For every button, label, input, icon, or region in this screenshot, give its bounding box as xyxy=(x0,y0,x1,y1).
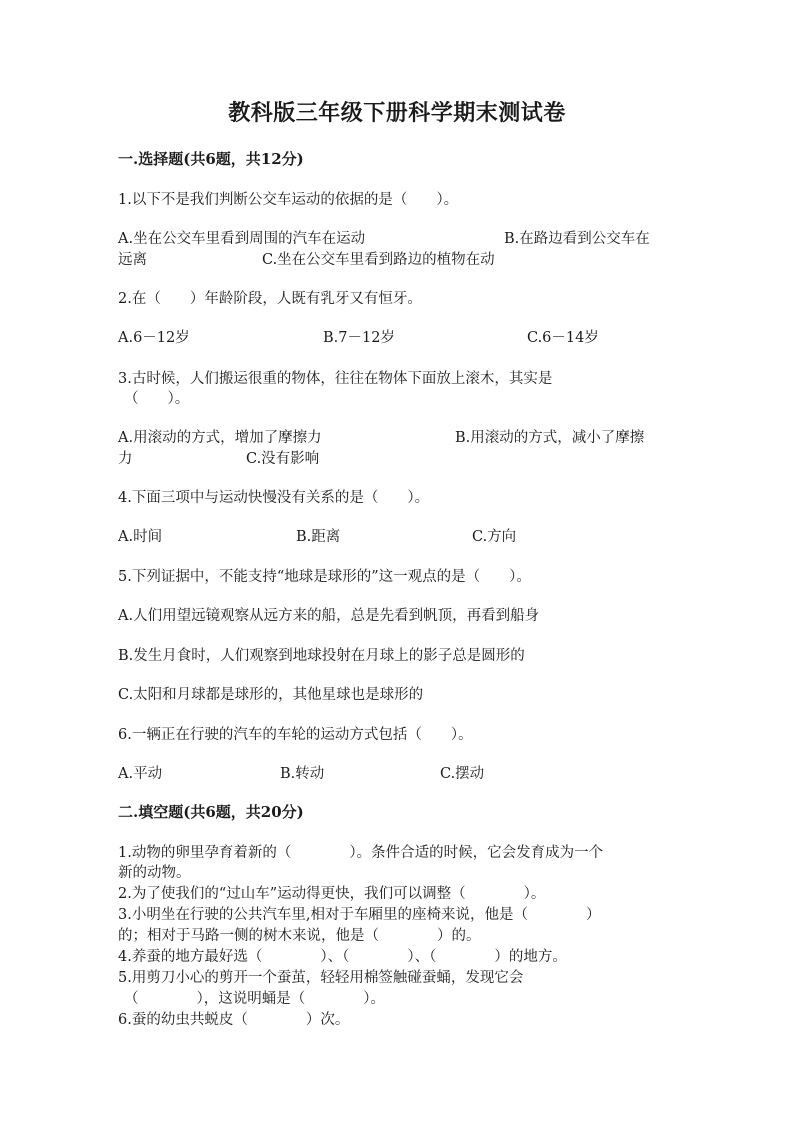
fill-question-5-line-1: 5.用剪刀小心的剪开一个蚕茧，轻轻用棉签触碰蚕蛹，发现它会 xyxy=(118,970,524,986)
question-1-option-b-cont: 远离 xyxy=(118,252,147,268)
question-2-stem: 2.在（ ）年龄阶段，人既有乳牙又有恒牙。 xyxy=(118,291,422,307)
question-5-stem: 5.下列证据中，不能支持“地球是球形的”这一观点的是（ ）。 xyxy=(118,569,531,585)
question-4-option-b: B.距离 xyxy=(296,529,341,545)
question-2-option-a: A.6－12岁 xyxy=(118,330,190,346)
question-1-stem: 1.以下不是我们判断公交车运动的依据的是（ ）。 xyxy=(118,192,459,208)
question-1-option-a: A.坐在公交车里看到周围的汽车在运动 xyxy=(118,231,366,247)
fill-question-2: 2.为了使我们的“过山车”运动得更快，我们可以调整（ ）。 xyxy=(118,886,546,902)
question-3-stem-cont: （ ）。 xyxy=(124,391,190,407)
question-5-option-a: A.人们用望远镜观察从远方来的船，总是先看到帆顶，再看到船身 xyxy=(118,608,540,624)
question-5-option-c: C.太阳和月球都是球形的，其他星球也是球形的 xyxy=(118,687,424,703)
page-title: 教科版三年级下册科学期末测试卷 xyxy=(228,100,566,126)
question-3-option-a: A.用滚动的方式，增加了摩擦力 xyxy=(118,430,322,446)
fill-question-1-line-1: 1.动物的卵里孕育着新的（ ）。条件合适的时候，它会发育成为一个 xyxy=(118,845,604,861)
fill-question-1-line-2: 新的动物。 xyxy=(118,865,191,881)
question-3-option-b-cont: 力 xyxy=(118,451,133,467)
fill-question-4: 4.养蚕的地方最好选（ ）、（ ）、（ ）的地方。 xyxy=(118,949,567,965)
question-2-option-c: C.6－14岁 xyxy=(527,330,599,346)
question-3-option-b: B.用滚动的方式，减小了摩擦 xyxy=(455,430,645,446)
question-6-option-b: B.转动 xyxy=(280,766,325,782)
question-6-option-a: A.平动 xyxy=(118,766,163,782)
fill-question-3-line-2: 的；相对于马路一侧的树木来说，他是（ ）的。 xyxy=(118,928,481,944)
section-heading-fill: 二.填空题(共6题，共20分) xyxy=(118,803,304,821)
question-1-option-c: C.坐在公交车里看到路边的植物在动 xyxy=(262,252,495,268)
question-4-option-a: A.时间 xyxy=(118,529,163,545)
question-3-stem: 3.古时候，人们搬运很重的物体，往往在物体下面放上滚木，其实是 xyxy=(118,371,553,387)
question-6-option-c: C.摆动 xyxy=(440,766,485,782)
question-4-stem: 4.下面三项中与运动快慢没有关系的是（ ）。 xyxy=(118,490,430,506)
question-5-option-b: B.发生月食时，人们观察到地球投射在月球上的影子总是圆形的 xyxy=(118,648,525,664)
question-3-option-c: C.没有影响 xyxy=(246,451,320,467)
question-6-stem: 6.一辆正在行驶的汽车的车轮的运动方式包括（ ）。 xyxy=(118,727,473,743)
section-heading-choice: 一.选择题(共6题，共12分) xyxy=(118,150,304,168)
fill-question-3-line-1: 3.小明坐在行驶的公共汽车里,相对于车厢里的座椅来说，他是（ ） xyxy=(118,907,601,923)
question-1-option-b: B.在路边看到公交车在 xyxy=(504,231,650,247)
fill-question-5-line-2: （ ），这说明蛹是（ ）。 xyxy=(124,991,385,1007)
fill-question-6: 6.蚕的幼虫共蜕皮（ ）次。 xyxy=(118,1012,350,1028)
question-2-option-b: B.7－12岁 xyxy=(323,330,395,346)
question-4-option-c: C.方向 xyxy=(472,529,517,545)
